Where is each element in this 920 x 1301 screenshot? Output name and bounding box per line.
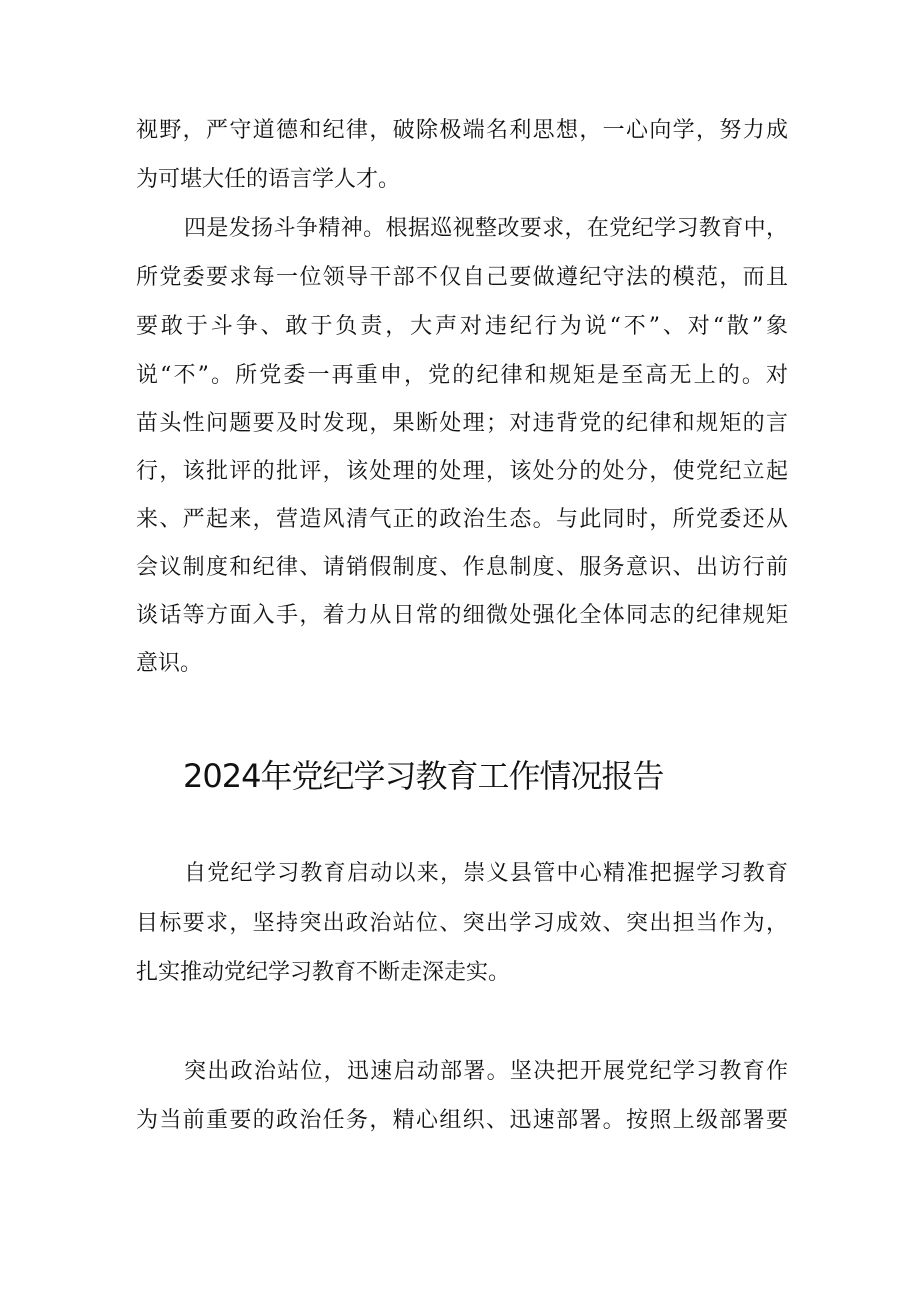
text-line: 说“不”。所党委一再重申，党的纪律和规矩是至高无上的。对 <box>136 363 788 388</box>
text-line: 要敢于斗争、敢于负责，大声对违纪行为说“不”、对“散”象 <box>136 314 788 339</box>
text-line: 视野，严守道德和纪律，破除极端名利思想，一心向学，努力成 <box>136 118 788 143</box>
text-line: 所党委要求每一位领导干部不仅自己要做遵纪守法的模范，而且 <box>136 265 788 290</box>
text-line: 自党纪学习教育启动以来，崇义县管中心精准把握学习教育 <box>184 861 788 886</box>
text-line: 苗头性问题要及时发现，果断处理；对违背党的纪律和规矩的言 <box>136 411 788 436</box>
text-line: 意识。 <box>136 651 203 676</box>
text-line: 目标要求，坚持突出政治站位、突出学习成效、突出担当作为， <box>136 911 788 936</box>
text-line: 来、严起来，营造风清气正的政治生态。与此同时，所党委还从 <box>136 507 788 532</box>
text-line: 为当前重要的政治任务，精心组织、迅速部署。按照上级部署要 <box>136 1108 788 1133</box>
text-line: 为可堪大任的语言学人才。 <box>136 167 401 192</box>
report-title: 2024年党纪学习教育工作情况报告 <box>183 757 664 795</box>
text-line: 谈话等方面入手，着力从日常的细微处强化全体同志的纪律规矩 <box>136 603 788 628</box>
text-line: 扎实推动党纪学习教育不断走深走实。 <box>136 960 511 985</box>
text-line: 行，该批评的批评，该处理的处理，该处分的处分，使党纪立起 <box>136 459 788 484</box>
text-line: 突出政治站位，迅速启动部署。坚决把开展党纪学习教育作 <box>184 1059 788 1084</box>
text-line: 四是发扬斗争精神。根据巡视整改要求，在党纪学习教育中， <box>184 216 788 241</box>
text-line: 会议制度和纪律、请销假制度、作息制度、服务意识、出访行前 <box>136 555 788 580</box>
